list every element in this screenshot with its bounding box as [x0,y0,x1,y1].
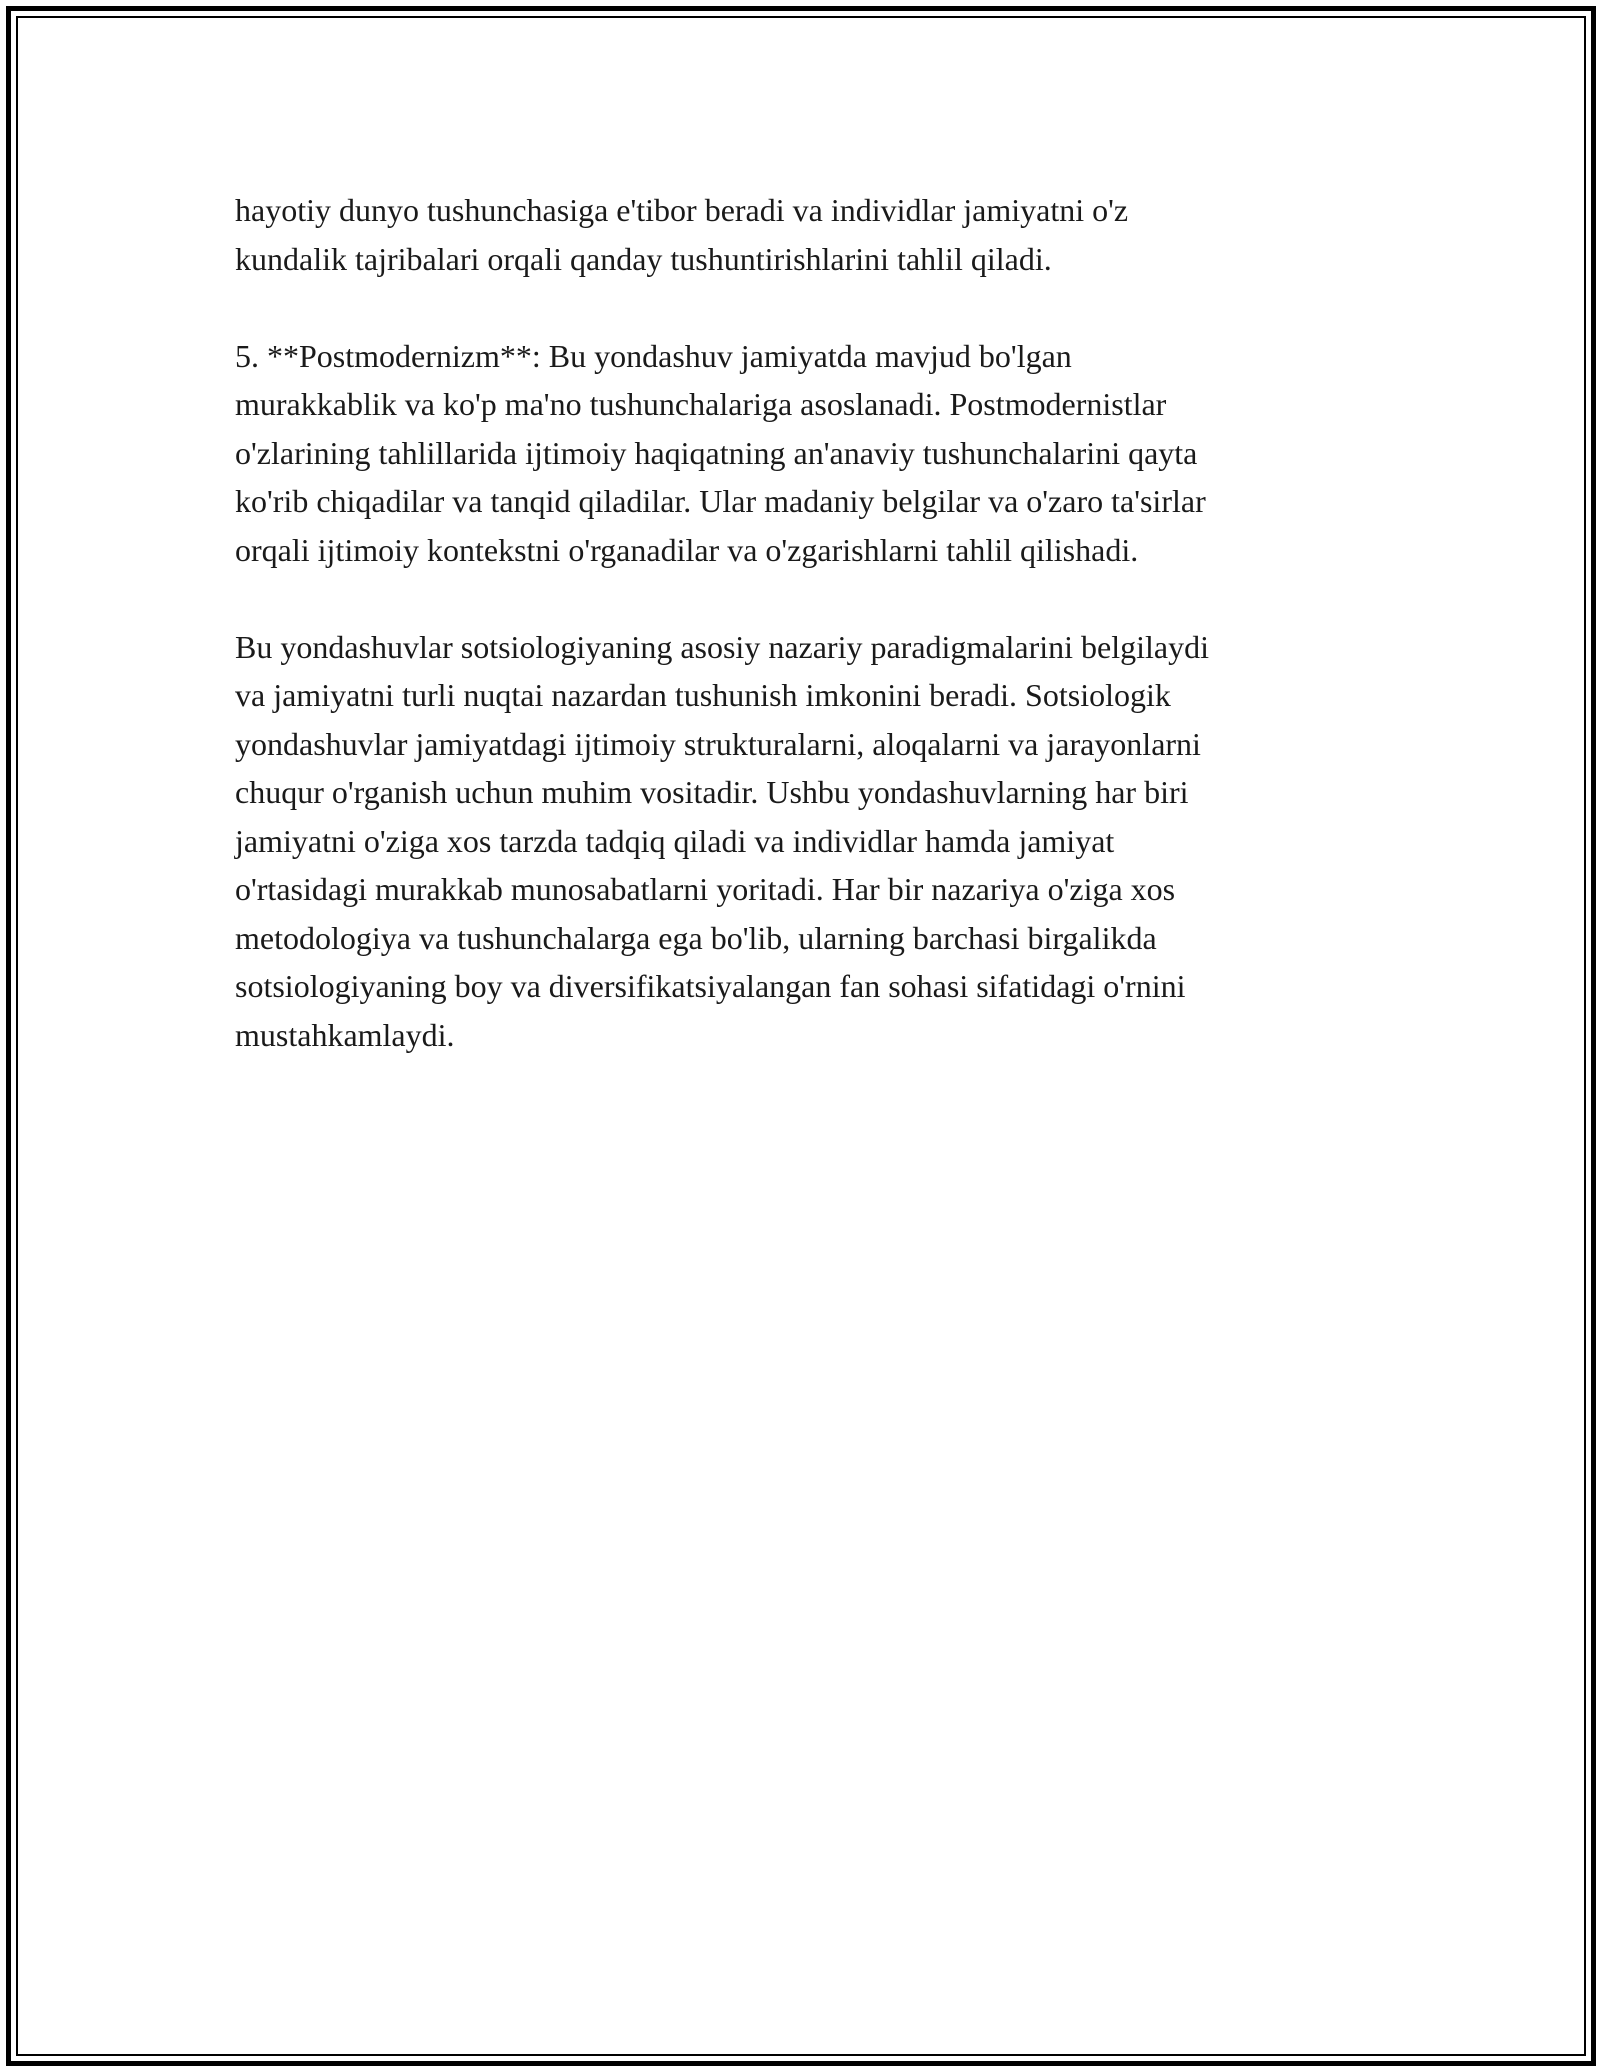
text-line: hayotiy dunyo tushunchasiga e'tibor beradi va individlar jamiyatni o'z [235,192,1129,228]
paragraph-postmodernism [235,332,1375,575]
text-line: jamiyatni o'ziga xos tarzda tadqiq qiladi va individlar hamda jamiyat [235,822,1115,859]
text-line: Bu yondashuvlar sotsiologiyaning asosiy nazariy paradigmalarini belgilaydi [235,628,1210,665]
text-line: metodologiya va tushunchalarga ega bo'lib, ularning barchasi birgalikda [235,919,1157,956]
text-line: o'rtasidagi murakkab munosabatlarni yoritadi. Har bir nazariya o'ziga xos [235,871,1176,907]
text-line: yondashuvlar jamiyatdagi ijtimoiy strukturalarni, aloqalarni va jarayonlarni [235,725,1201,762]
document-body [235,186,1375,1059]
text-line: mustahkamlaydi. [235,1016,455,1053]
text-line: 5. **Postmodernizm**: Bu yondashuv jamiyatda mavjud bo'lgan [235,337,1072,374]
text-line: sotsiologiyaning boy va diversifikatsiyalangan fan sohasi sifatidagi o'rnini [235,968,1186,1004]
text-line: chuqur o'rganish uchun muhim vositadir. Ushbu yondashuvlarning har biri [235,774,1189,810]
paragraph-phenomenology-continuation [235,186,1375,283]
text-line: ko'rib chiqadilar va tanqid qiladilar. Ular madaniy belgilar va o'zaro ta'sirlar [235,483,1206,519]
paragraph-spacer [235,574,1375,623]
paragraph-conclusion [235,623,1375,1060]
text-line: orqali ijtimoiy kontekstni o'rganadilar va o'zgarishlarni tahlil qilishadi. [235,531,1139,568]
text-line: va jamiyatni turli nuqtai nazardan tushunish imkonini beradi. Sotsiologik [235,677,1171,713]
text-line: kundalik tajribalari orqali qanday tushuntirishlarini tahlil qiladi. [235,240,1052,277]
paragraph-spacer [235,283,1375,332]
text-line: o'zlarining tahlillarida ijtimoiy haqiqatning an'anaviy tushunchalarini qayta [235,434,1198,471]
text-line: murakkablik va ko'p ma'no tushunchalariga asoslanadi. Postmodernistlar [235,386,1167,422]
